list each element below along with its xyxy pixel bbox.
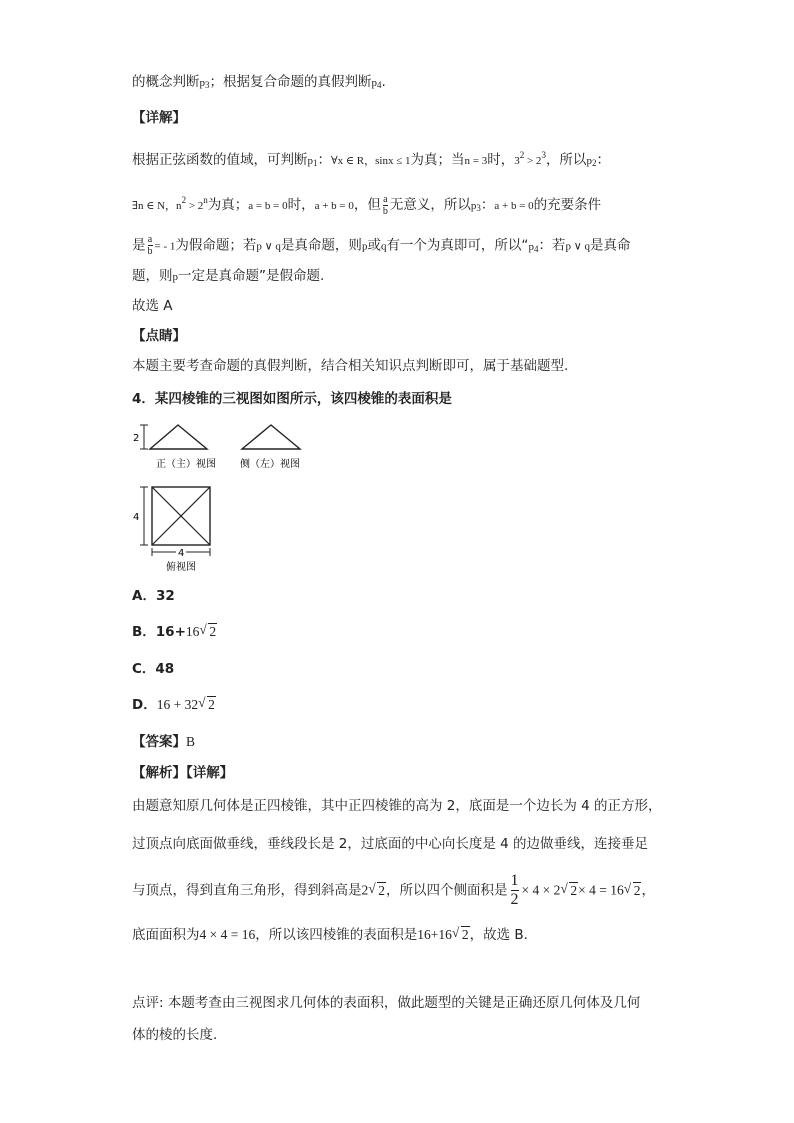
sqrt-symbol: √ 2 [198,695,216,715]
comment-line-1: 点评: 本题考查由三视图求几何体的表面积，做此题型的关键是正确还原几何体及几何 [132,995,641,1011]
comment-line-2: 体的棱的长度. [132,1027,218,1043]
var-p4: $p_4$ [371,77,382,90]
analysis-heading: 【解析】【详解】 [132,765,234,781]
top-view [133,487,210,573]
solution-line-3: 与顶点，得到直角三角形，得到斜高是2√ 2，所以四个侧面积是 $\frac{1}{2}$ × 4 × 2√ 2× 4 = 16√ 2， [132,872,655,909]
solution-line-2: 过顶点向底面做垂线，垂线段长是 2，过底面的中心向长度是 4 的边做垂线，连接垂足 [132,836,649,852]
detail-heading: 【详解】 [132,110,186,126]
answer-line: 【答案】B [132,734,196,750]
detail-line-2: ∃n ∈ N，$n^2 > 2^n$为真；a = b = 0时，a + b = 0，但 $\frac{a}{b}$ 无意义，所以$p_3$：a + b = 0的充要条件 [132,193,602,217]
front-view [133,425,216,470]
top-height-label: 4 [133,512,140,523]
fraction-a-over-b-2: $\frac{a}{b}$ [147,234,153,257]
detail-line-1: 根据正弦函数的值域，可判断$p_1$：∀x ∈ R，sinx ≤ 1为真；当n = 3时，$3^2 > 2^3$，所以$p_2$： [132,150,610,168]
detail-line-4: 题，则p一定是真命题”是假命题. [132,268,325,284]
top-width-label: 4 [178,548,185,559]
option-a: A．32 [132,588,175,604]
side-caption: 侧（左）视图 [240,459,300,470]
detail-line-3: 是 $\frac{a}{b}$ = - 1为假命题；若p ∨ q是真命题，则p或q有一个为真即可，所以“$p_4$：若p ∨ q是真命 [132,234,631,257]
option-b: B．16+16√ 2 [132,622,217,642]
option-c: C．48 [132,661,175,677]
var-p3: $p_3$ [199,77,210,90]
dianjing-text: 本题主要考查命题的真假判断，结合相关知识点判断即可，属于基础题型. [132,358,569,374]
question-4: 4．某四棱锥的三视图如图所示，该四棱锥的表面积是 [132,391,452,407]
option-d: D．16 + 32√ 2 [132,695,216,715]
intro-line: 的概念判断$p_3$；根据复合命题的真假判断$p_4$. [132,74,386,90]
fraction-one-half: $\frac{1}{2}$ [510,872,519,908]
front-caption: 正（主）视图 [156,459,216,470]
front-height-label: 2 [133,433,140,444]
fraction-a-over-b: $\frac{a}{b}$ [382,193,388,217]
sqrt-symbol: √ 2 [199,622,217,642]
solution-line-4: 底面面积为4 × 4 = 16，所以该四棱锥的表面积是16+16√ 2，故选 B. [132,925,528,945]
side-view [240,425,300,470]
dianjing-heading: 【点睛】 [132,328,186,344]
solution-line-1: 由题意知原几何体是正四棱锥，其中正四棱锥的高为 2，底面是一个边长为 4 的正方形， [132,798,662,814]
top-caption: 俯视图 [166,562,196,573]
select-a: 故选 A [132,298,173,314]
three-view-figure [130,420,320,590]
